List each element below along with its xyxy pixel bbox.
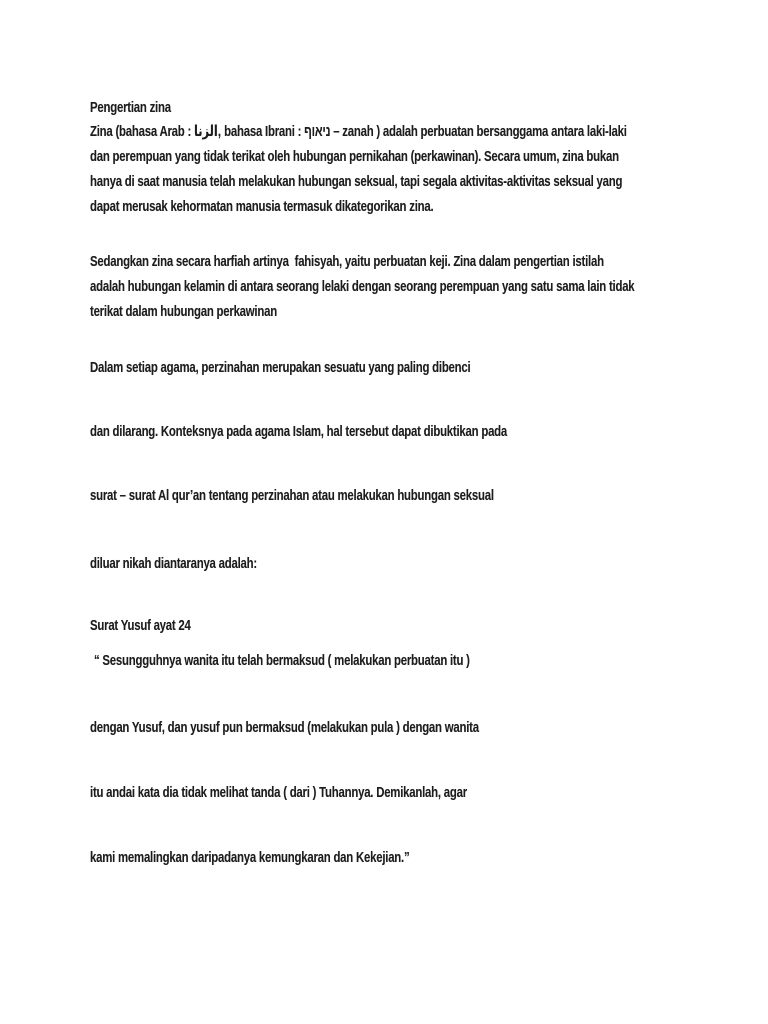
quote-line-3: itu andai kata dia tidak melihat tanda ( dari ) Tuhannya. Demikanlah, agar [90, 784, 467, 801]
harfiah-paragraph-line-1: Sedangkan zina secara harfiah artinya fahisyah, yaitu perbuatan keji. Zina dalam pengertian istilah [90, 253, 604, 270]
harfiah-paragraph-line-3: terikat dalam hubungan perkawinan [90, 303, 277, 320]
quote-line-2: dengan Yusuf, dan yusuf pun bermaksud (melakukan pula ) dengan wanita [90, 719, 479, 736]
quote-line-4: kami memalingkan daripadanya kemungkaran dan Kekejian.” [90, 849, 410, 866]
statement-line-2: dan dilarang. Konteksnya pada agama Islam, hal tersebut dapat dibuktikan pada [90, 423, 508, 440]
doc-heading: Pengertian zina [90, 99, 171, 116]
statement-line-1: Dalam setiap agama, perzinahan merupakan sesuatu yang paling dibenci [90, 359, 471, 376]
definition-paragraph-line-2: dan perempuan yang tidak terikat oleh hubungan pernikahan (perkawinan). Secara umum, zina bukan [90, 148, 619, 165]
harfiah-paragraph-line-2: adalah hubungan kelamin di antara seorang lelaki dengan seorang perempuan yang satu sama lain tidak [90, 278, 635, 295]
statement-line-3: surat – surat Al qur’an tentang perzinahan atau melakukan hubungan seksual [90, 487, 494, 504]
surat-heading: Surat Yusuf ayat 24 [90, 617, 191, 634]
definition-paragraph-line-4: dapat merusak kehormatan manusia termasuk dikategorikan zina. [90, 198, 434, 215]
statement-line-4: diluar nikah diantaranya adalah: [90, 555, 257, 572]
definition-paragraph-line-3: hanya di saat manusia telah melakukan hubungan seksual, tapi segala aktivitas-aktivitas seksual yang [90, 173, 623, 190]
definition-paragraph-line-1: Zina (bahasa Arab : الزنا, bahasa Ibrani : ניאוף – zanah ) adalah perbuatan bersanggama antara laki-laki [90, 123, 627, 140]
quote-line-1: “ Sesungguhnya wanita itu telah bermaksud ( melakukan perbuatan itu ) [94, 652, 470, 669]
